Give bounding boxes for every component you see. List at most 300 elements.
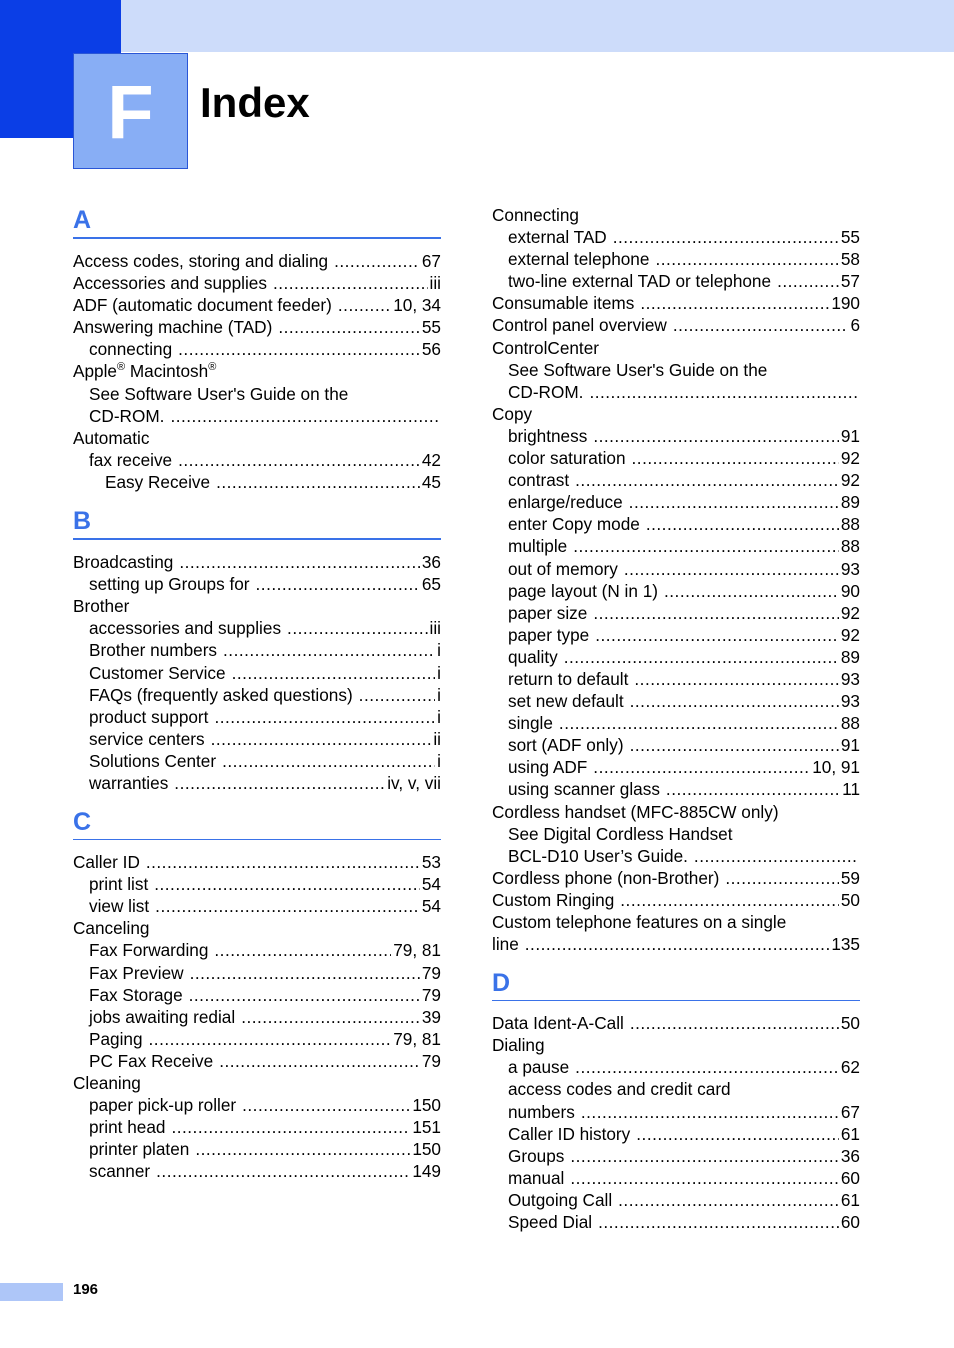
dot-leader [593, 425, 839, 447]
index-term: ADF (automatic document feeder) [73, 295, 332, 316]
index-column-left [73, 204, 441, 1194]
index-term-text: Apple [73, 361, 117, 382]
dot-leader [632, 447, 839, 469]
index-section-a [73, 204, 441, 493]
dot-leader [777, 270, 839, 292]
index-term: Accessories and supplies [73, 273, 267, 294]
index-term-text: Macintosh [125, 361, 209, 382]
dot-leader [211, 728, 432, 750]
index-entry [492, 425, 860, 447]
page-reference[interactable]: 79 [421, 1050, 441, 1071]
index-entry [492, 513, 860, 535]
page-reference[interactable]: 88 [840, 514, 860, 535]
index-entry [492, 1211, 860, 1233]
index-section-c [73, 806, 441, 1182]
page-reference[interactable]: 58 [840, 249, 860, 270]
section-letter: C [73, 808, 92, 837]
page-reference[interactable]: 89 [840, 492, 860, 513]
index-entry [73, 1094, 441, 1116]
dot-leader [195, 1138, 410, 1160]
index-term: Fax Forwarding [89, 940, 209, 961]
index-entry [73, 895, 441, 917]
index-entry [492, 359, 860, 381]
page-reference[interactable]: 79 [421, 984, 441, 1005]
index-entry [73, 939, 441, 961]
index-section-c-continued [492, 204, 860, 955]
dot-leader [620, 889, 839, 911]
index-entry [73, 595, 441, 617]
index-term: Answering machine (TAD) [73, 317, 273, 338]
index-entry [73, 427, 441, 449]
index-term: Access codes, storing and dialing [73, 251, 329, 271]
page-reference[interactable]: 39 [421, 1006, 441, 1027]
index-entry [73, 1116, 441, 1138]
index-term: print head [89, 1117, 166, 1138]
index-entry [492, 845, 860, 867]
index-entry [73, 272, 441, 294]
dot-leader [241, 1006, 420, 1028]
index-term: line [492, 934, 519, 955]
page-reference[interactable]: 190 [831, 293, 860, 314]
section-entries [73, 851, 441, 1182]
index-entry [492, 270, 860, 292]
dot-leader [570, 1145, 839, 1167]
index-term: See Software User's Guide on the [89, 383, 349, 404]
page-reference[interactable]: 53 [421, 852, 441, 873]
dot-leader [673, 314, 849, 336]
dot-leader [156, 1160, 410, 1182]
index-entry [492, 690, 860, 712]
page-reference[interactable]: 61 [840, 1123, 860, 1144]
index-entry [73, 316, 441, 338]
section-divider [73, 839, 441, 840]
page-reference[interactable]: i [437, 662, 441, 683]
dot-leader [287, 617, 427, 639]
index-entry [492, 889, 860, 911]
page-reference[interactable]: 55 [840, 227, 860, 248]
page-reference[interactable]: 91 [840, 425, 860, 446]
page-reference[interactable]: i [437, 640, 441, 661]
index-term: access codes and credit card [508, 1079, 731, 1100]
page-reference[interactable]: 10, 91 [812, 757, 860, 778]
index-term: return to default [508, 668, 629, 689]
index-term: BCL-D10 User’s Guide. [508, 845, 688, 866]
index-term: connecting [89, 339, 173, 360]
section-divider [73, 237, 441, 239]
index-section-b [73, 505, 441, 794]
index-term: two-line external TAD or telephone [508, 271, 772, 292]
page-reference[interactable]: 59 [840, 867, 860, 888]
index-term: Outgoing Call [508, 1189, 613, 1210]
page-reference[interactable]: 149 [412, 1161, 441, 1182]
index-term: CD-ROM. [89, 405, 165, 426]
dot-leader [174, 772, 385, 794]
dot-leader [666, 778, 840, 800]
page-reference[interactable]: 150 [412, 1095, 441, 1116]
index-term: page layout (N in 1) [508, 580, 658, 601]
index-entry [73, 1006, 441, 1028]
index-section-d [492, 967, 860, 1233]
index-entry [492, 314, 860, 336]
registered-mark: ® [208, 360, 217, 373]
dot-leader [149, 1028, 392, 1050]
page-reference[interactable]: 93 [840, 668, 860, 689]
index-entry [73, 750, 441, 772]
index-entry [492, 226, 860, 248]
dot-leader [222, 750, 435, 772]
index-entry [492, 491, 860, 513]
index-entry [492, 558, 860, 580]
page-reference[interactable]: 56 [421, 339, 441, 360]
dot-leader [155, 895, 420, 917]
section-entries [492, 1012, 860, 1233]
index-term: quality [508, 646, 558, 667]
index-term: color saturation [508, 448, 626, 469]
index-term: Consumable items [492, 293, 635, 314]
index-entry [492, 248, 860, 270]
index-entry [73, 639, 441, 661]
index-term: Copy [492, 403, 533, 424]
index-term: Connecting [492, 205, 579, 225]
index-entry [492, 204, 860, 226]
dot-leader [146, 851, 420, 873]
dot-leader [242, 1094, 410, 1116]
index-term: Speed Dial [508, 1212, 593, 1233]
index-entry [492, 381, 860, 403]
page-reference[interactable]: 54 [421, 896, 441, 917]
index-term: paper type [508, 624, 590, 645]
index-term: a pause [508, 1057, 570, 1078]
index-term: multiple [508, 536, 568, 557]
page-reference[interactable]: 11 [842, 779, 860, 800]
index-entry [73, 617, 441, 639]
index-entry [73, 662, 441, 684]
index-entry [73, 684, 441, 706]
dot-leader [593, 756, 810, 778]
page-reference[interactable]: iii [429, 618, 441, 639]
page-reference[interactable]: 90 [840, 580, 860, 601]
dot-leader [214, 939, 391, 961]
page-reference[interactable]: 36 [421, 552, 441, 573]
chapter-box [73, 53, 188, 169]
index-term: Cleaning [73, 1073, 141, 1093]
index-term: Caller ID history [508, 1123, 631, 1144]
index-entry [73, 383, 441, 405]
page-reference[interactable]: i [437, 706, 441, 727]
index-term: ControlCenter [492, 337, 599, 358]
page-reference[interactable]: 45 [421, 471, 441, 492]
dot-leader [575, 1056, 839, 1078]
index-entry [492, 1123, 860, 1145]
index-term: Custom Ringing [492, 889, 615, 910]
page-reference[interactable]: 36 [840, 1145, 860, 1166]
index-entry [492, 602, 860, 624]
page-reference[interactable]: 55 [421, 317, 441, 338]
page-reference[interactable]: 150 [412, 1139, 441, 1160]
page-reference[interactable]: 93 [840, 691, 860, 712]
index-entry [492, 1078, 860, 1100]
index-term: Paging [89, 1028, 143, 1049]
dot-leader [598, 1211, 839, 1233]
section-letter: B [73, 507, 92, 536]
page-reference[interactable]: 79 [421, 962, 441, 983]
index-entry [492, 646, 860, 668]
index-term: paper size [508, 602, 588, 623]
index-entry [73, 338, 441, 360]
index-term: PC Fax Receive [89, 1050, 214, 1071]
index-term: Custom telephone features on a single [492, 912, 787, 932]
page-reference[interactable]: 50 [840, 889, 860, 910]
dot-leader [178, 449, 420, 471]
index-entry [73, 917, 441, 939]
index-term: Fax Storage [89, 984, 183, 1005]
index-entry [492, 756, 860, 778]
index-term: Groups [508, 1145, 565, 1166]
page-reference[interactable]: i [437, 684, 441, 705]
registered-mark: ® [116, 360, 126, 373]
page-reference[interactable]: 50 [840, 1013, 860, 1034]
page-reference[interactable]: iii [429, 273, 441, 294]
dot-leader [725, 867, 839, 889]
index-term: printer platen [89, 1139, 190, 1160]
index-entry [73, 573, 441, 595]
index-term: setting up Groups for [89, 574, 250, 595]
dot-leader [219, 1050, 420, 1072]
dot-leader [575, 469, 839, 491]
index-term: Canceling [73, 918, 150, 939]
page-reference[interactable]: 67 [421, 251, 441, 271]
dot-leader [636, 1123, 839, 1145]
index-entry [492, 469, 860, 491]
dot-leader [655, 248, 838, 270]
index-entry [73, 873, 441, 895]
dot-leader [334, 250, 420, 272]
index-entry [73, 551, 441, 573]
index-term: jobs awaiting redial [89, 1006, 236, 1027]
index-term: Fax Preview [89, 962, 184, 983]
page-reference[interactable]: ii [433, 728, 441, 749]
page-reference[interactable]: 62 [840, 1057, 860, 1078]
index-term: external telephone [508, 249, 650, 270]
chapter-letter: F [107, 70, 154, 155]
section-entries [73, 551, 441, 794]
index-entry [73, 250, 441, 272]
index-entry [492, 447, 860, 469]
page-reference[interactable]: 79, 81 [393, 1028, 441, 1049]
index-term: Customer Service [89, 662, 226, 683]
page-reference[interactable]: 65 [421, 574, 441, 595]
index-term: sort (ADF only) [508, 735, 624, 756]
dot-leader [664, 580, 839, 602]
page-reference[interactable]: 57 [840, 271, 860, 292]
index-entry [73, 449, 441, 471]
index-term: Automatic [73, 427, 150, 448]
footer-bar [0, 1283, 63, 1301]
index-entry [73, 706, 441, 728]
section-divider [73, 538, 441, 540]
section-letter: A [73, 206, 92, 234]
index-term: See Software User's Guide on the [508, 359, 768, 380]
index-term: brightness [508, 425, 588, 446]
index-entry [492, 1056, 860, 1078]
index-entry [492, 292, 860, 314]
page-reference[interactable]: 91 [840, 735, 860, 756]
dot-leader [573, 535, 839, 557]
index-entry [73, 984, 441, 1006]
index-entry [492, 580, 860, 602]
dot-leader [359, 684, 436, 706]
index-term: paper pick-up roller [89, 1095, 237, 1116]
index-entry [492, 1012, 860, 1034]
dot-leader [214, 706, 435, 728]
index-term: Dialing [492, 1035, 545, 1056]
dot-leader [232, 662, 436, 684]
section-divider [492, 1000, 860, 1001]
dot-leader [273, 272, 428, 294]
dot-leader [278, 316, 420, 338]
dot-leader [630, 734, 839, 756]
index-entry [492, 801, 860, 823]
index-term: Control panel overview [492, 315, 667, 336]
page-reference[interactable]: 79, 81 [393, 940, 441, 961]
dot-leader [694, 845, 858, 867]
index-term: Cordless handset (MFC-885CW only) [492, 801, 779, 822]
index-entry [73, 1160, 441, 1182]
dot-leader [630, 1012, 839, 1034]
index-term: See Digital Cordless Handset [508, 823, 733, 844]
index-term: warranties [89, 772, 169, 793]
section-entries [492, 204, 860, 955]
index-entry [492, 403, 860, 425]
index-term: Caller ID [73, 852, 140, 873]
index-entry [73, 1050, 441, 1072]
index-entry [492, 911, 860, 933]
dot-leader [223, 639, 435, 661]
dot-leader [570, 1167, 839, 1189]
index-term: contrast [508, 470, 570, 491]
page-reference[interactable]: 151 [412, 1117, 441, 1138]
page-reference[interactable]: 54 [421, 874, 441, 895]
index-entry [73, 851, 441, 873]
index-entry [492, 823, 860, 845]
index-term: Easy Receive [105, 471, 211, 492]
index-term: CD-ROM. [508, 381, 584, 402]
page-reference[interactable]: 42 [421, 449, 441, 470]
index-term: print list [89, 874, 149, 895]
dot-leader [154, 873, 420, 895]
index-entry [492, 535, 860, 557]
index-term: manual [508, 1167, 565, 1188]
index-term: Brother numbers [89, 640, 218, 661]
dot-leader [618, 1189, 839, 1211]
page-reference[interactable]: 88 [840, 713, 860, 734]
index-term: product support [89, 706, 209, 727]
index-entry [492, 778, 860, 800]
dot-leader [171, 1116, 410, 1138]
index-term: enter Copy mode [508, 514, 640, 535]
index-term: using scanner glass [508, 779, 660, 800]
dot-leader [629, 491, 839, 513]
dot-leader [613, 226, 839, 248]
index-term: Broadcasting [73, 552, 174, 573]
index-entry [73, 1028, 441, 1050]
index-entry [73, 728, 441, 750]
index-entry [492, 1167, 860, 1189]
index-term: scanner [89, 1161, 151, 1182]
section-letter: D [492, 969, 511, 998]
page-title: Index [200, 79, 310, 126]
dot-leader [189, 984, 420, 1006]
dot-leader [624, 558, 839, 580]
page-reference[interactable]: 67 [840, 1101, 860, 1122]
dot-leader [634, 668, 838, 690]
index-entry [492, 933, 860, 955]
dot-leader [595, 624, 839, 646]
index-entry [73, 294, 441, 316]
page-reference[interactable]: 92 [840, 448, 860, 469]
page-reference[interactable]: 89 [840, 646, 860, 667]
index-term: FAQs (frequently asked questions) [89, 684, 353, 705]
index-term: fax receive [89, 449, 173, 470]
page-reference[interactable]: 6 [850, 315, 860, 336]
index-entry [492, 668, 860, 690]
index-entry [492, 337, 860, 359]
index-entry [492, 867, 860, 889]
page-reference[interactable]: 92 [840, 624, 860, 645]
dot-leader [525, 933, 830, 955]
page-reference[interactable]: 60 [840, 1212, 860, 1233]
page-reference[interactable]: iv, v, vii [387, 772, 441, 793]
index-column-right [492, 204, 860, 1245]
page-reference[interactable]: i [437, 750, 441, 771]
page-reference[interactable]: 92 [840, 602, 860, 623]
index-term: Cordless phone (non-Brother) [492, 867, 720, 888]
page-reference[interactable]: 135 [831, 934, 860, 955]
dot-leader [338, 294, 391, 316]
page-number: 196 [73, 1281, 99, 1298]
page-reference[interactable]: 60 [840, 1167, 860, 1188]
index-entry [73, 962, 441, 984]
page-reference[interactable]: 10, 34 [393, 295, 441, 316]
index-entry [492, 624, 860, 646]
index-term: Data Ident-A-Call [492, 1013, 624, 1034]
index-term: Solutions Center [89, 750, 217, 771]
index-term: service centers [89, 728, 205, 749]
index-entry [492, 1101, 860, 1123]
index-term: set new default [508, 691, 624, 712]
index-entry [73, 405, 441, 427]
dot-leader [179, 551, 420, 573]
page-reference[interactable]: 61 [840, 1189, 860, 1210]
dot-leader [256, 573, 420, 595]
index-term: view list [89, 896, 150, 917]
index-entry [492, 734, 860, 756]
header-band [0, 0, 954, 52]
index-entry [73, 360, 441, 382]
index-entry [492, 1189, 860, 1211]
index-term: single [508, 713, 553, 734]
index-term: enlarge/reduce [508, 492, 623, 513]
page-reference[interactable]: 93 [840, 558, 860, 579]
dot-leader [170, 405, 439, 427]
page-reference[interactable]: 88 [840, 536, 860, 557]
page-reference[interactable]: 92 [840, 470, 860, 491]
index-term: external TAD [508, 227, 607, 248]
index-entry [492, 1034, 860, 1056]
index-term: numbers [508, 1101, 575, 1122]
dot-leader [216, 471, 420, 493]
dot-leader [630, 690, 839, 712]
